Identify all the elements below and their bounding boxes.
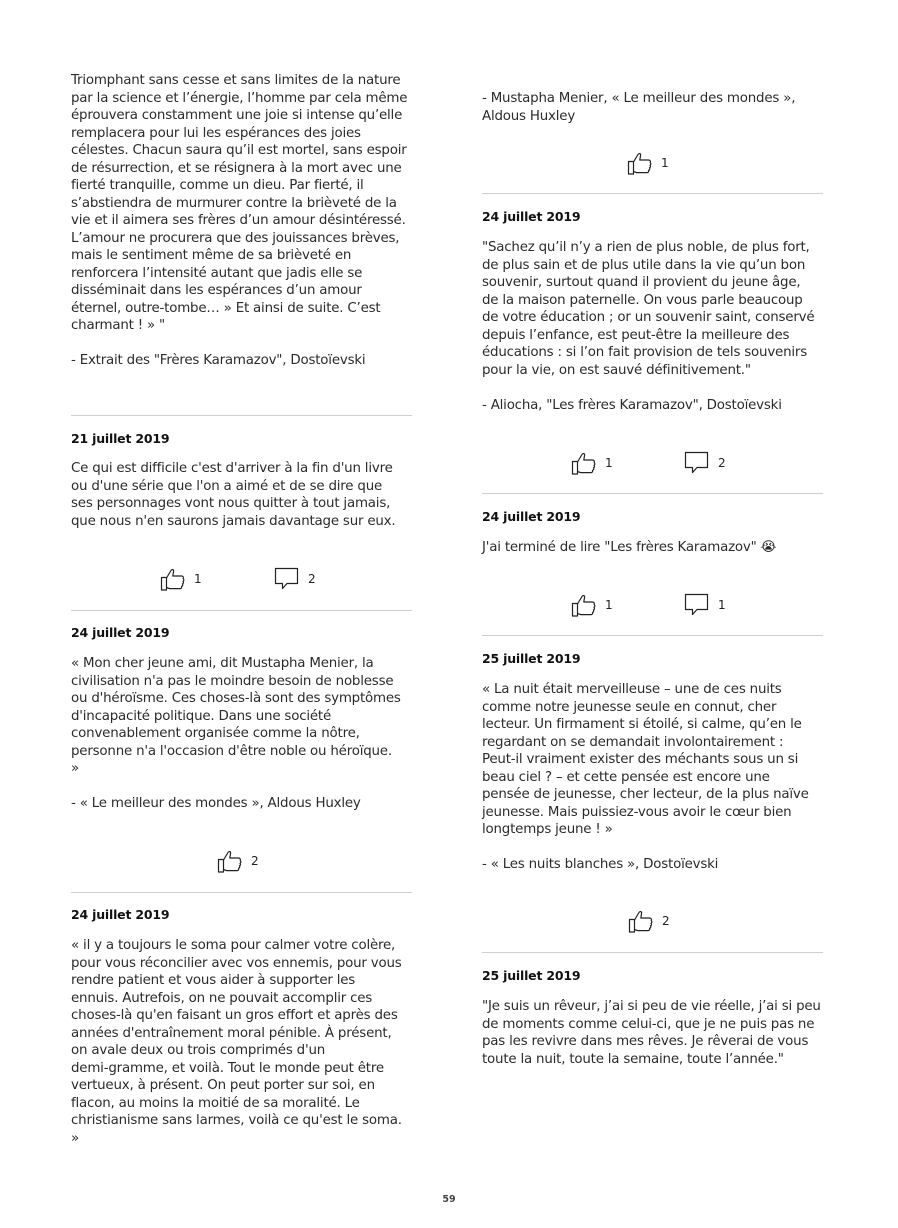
comment-count: 2 (308, 572, 316, 586)
text-line: que nous n'en saurons jamais davantage sur eux. (71, 513, 396, 529)
post-date: 25 juillet 2019 (482, 651, 581, 666)
divider (482, 193, 823, 194)
text-line: fierté tranquille, comme un dieu. Par fierté, il (71, 178, 364, 193)
intro-quote-text (71, 72, 412, 335)
text-line: ennuis. Autrefois, on ne pouvait accomplir ces (71, 990, 373, 1006)
post-source: - « Le meilleur des mondes », Aldous Huxley (71, 796, 361, 811)
page-number: 59 (442, 1194, 456, 1205)
text-line: lecteur. Un firmament si étoilé, si calme, qu’en le (482, 717, 802, 732)
text-line: - Mustapha Menier, « Le meilleur des mondes », (482, 91, 796, 106)
text-line: souvenir, surtout quand il provient du jeune âge, (482, 275, 801, 290)
text-line: longtemps jeune ! » (482, 822, 613, 837)
text-line: renforcera l’intensité autant que jadis elle se (71, 265, 363, 281)
text-line: civilisation n'a pas le moindre besoin de noblesse (71, 673, 394, 689)
text-line: mais le sentiment même de sa brièveté en (71, 248, 352, 263)
like-button[interactable] (571, 450, 613, 476)
post-date: 24 juillet 2019 (482, 509, 581, 524)
post-body (71, 937, 412, 1147)
text-line: Peut-il vraiment exister des méchants sous un si (482, 752, 799, 767)
post-date: 24 juillet 2019 (71, 625, 170, 640)
text-line: disséminait dans les espérances d’un amour (71, 283, 362, 298)
text-line: charmant ! » " (71, 318, 166, 333)
text-line: comme notre jeunesse seule en connut, cher (482, 699, 777, 715)
like-button[interactable] (628, 908, 670, 934)
comment-button[interactable] (684, 450, 726, 476)
text-line: « La nuit était merveilleuse – une de ces nuits (482, 682, 782, 697)
text-line: de la maison paternelle. On vous parle beaucoup (482, 292, 803, 308)
post-source: - Aliocha, "Les frères Karamazov", Dostoïevski (482, 398, 782, 413)
intro-source: - Extrait des "Frères Karamazov", Dostoïevski (71, 353, 366, 368)
like-count: 2 (662, 914, 670, 928)
text-line: « Mon cher jeune ami, dit Mustapha Menier, la (71, 656, 374, 671)
like-count: 2 (251, 854, 259, 868)
comment-icon (684, 450, 710, 476)
text-line: éducations : si l’on fait provision de tels souvenirs (482, 345, 807, 360)
text-line: christianisme sans larmes, voilà ce qu'est le soma. (71, 1113, 402, 1128)
post-body (482, 681, 823, 839)
like-button[interactable] (627, 150, 669, 176)
text-line: vie et il aimera ses frères d’un amour désintéressé. (71, 213, 406, 228)
post-body: J'ai terminé de lire "Les frères Karamazov" 😭 (482, 540, 777, 555)
comment-count: 2 (718, 456, 726, 470)
text-line: Aldous Huxley (482, 108, 576, 124)
like-count: 1 (605, 456, 613, 470)
text-line: rendre patient et vous aider à supporter les (71, 973, 356, 988)
text-line: célestes. Chacun saura qu’il est mortel, sans espoir (71, 143, 407, 158)
text-line: L’amour ne procurera que des jouissances brèves, (71, 230, 400, 246)
post-date: 24 juillet 2019 (482, 209, 581, 224)
text-line: ses personnages vont nous quitter à tout jamais, (71, 496, 391, 511)
post-body (482, 998, 823, 1068)
like-count: 1 (605, 598, 613, 612)
text-line: éprouvera constamment une joie si intense qu’elle (71, 108, 403, 123)
text-line: ou d'une série que l'on a aimé et de se dire que (71, 478, 383, 494)
thumbs-up-icon (160, 566, 186, 592)
post-body (71, 655, 412, 778)
text-line: flacon, au moins la moitié de sa moralité. Le (71, 1095, 360, 1111)
like-count: 1 (194, 572, 202, 586)
like-button[interactable] (160, 566, 202, 592)
text-line: d'incapacité politique. Dans une société (71, 708, 332, 724)
text-line: choses-là qu'en faisant un gros effort et après des (71, 1008, 398, 1023)
comment-button[interactable] (274, 566, 316, 592)
thumbs-up-icon (627, 150, 653, 176)
comment-button[interactable] (684, 592, 726, 618)
text-line: pour la vie, on est sauvé définitivement." (482, 362, 751, 378)
thumbs-up-icon (571, 450, 597, 476)
post-date: 24 juillet 2019 (71, 907, 170, 922)
text-line: pour vous réconcilier avec vos ennemis, pour vous (71, 955, 402, 971)
divider (482, 635, 823, 636)
text-line: éternel, outre-tombe… » Et ainsi de suite. C’est (71, 300, 381, 316)
divider (482, 952, 823, 953)
text-line: Ce qui est difficile c'est d'arriver à la fin d'un livre (71, 461, 393, 476)
text-line: pas les revivre dans mes rêves. Je rêverai de vous (482, 1034, 809, 1049)
thumbs-up-icon (217, 848, 243, 874)
text-line: jeunesse. Mais puissiez-vous avoir le cœur bien (482, 804, 792, 820)
post-date: 25 juillet 2019 (482, 968, 581, 983)
comment-count: 1 (718, 598, 726, 612)
post-date: 21 juillet 2019 (71, 431, 170, 446)
text-line: on avale deux ou trois comprimés d'un (71, 1043, 326, 1058)
text-line: pensée de jeunesse, cher lecteur, de la plus naïve (482, 787, 809, 802)
text-line: Triomphant sans cesse et sans limites de la nature (71, 73, 401, 88)
like-button[interactable] (217, 848, 259, 874)
text-line: remplacera pour lui les espérances des joies (71, 125, 361, 141)
text-line: s’abstiendra de murmurer contre la brièveté de la (71, 195, 397, 211)
text-line: de plus sain et de plus utile dans la vie qu’un bon (482, 257, 806, 273)
divider (71, 610, 412, 611)
text-line: personne n'a l'occasion d'être noble ou héroïque. (71, 743, 392, 759)
text-line: de résurrection, et se résignera à la mort avec une (71, 160, 402, 176)
text-line: par la science et l’énergie, l’homme par cela même (71, 90, 408, 106)
divider (71, 892, 412, 893)
text-line: convenablement organisée comme la nôtre, (71, 726, 360, 741)
text-line: toute la nuit, toute la semaine, toute l’année." (482, 1051, 784, 1067)
like-count: 1 (661, 156, 669, 170)
text-line: » (71, 761, 79, 776)
text-line: » (71, 1130, 79, 1146)
post-source-continued (482, 90, 823, 125)
comment-icon (684, 592, 710, 618)
post-body (482, 239, 823, 379)
divider (71, 415, 412, 416)
text-line: depuis l’enfance, est peut-être la meilleure des (482, 327, 790, 343)
text-line: de moments comme celui-ci, que je ne puis pas ne (482, 1016, 815, 1032)
comment-icon (274, 566, 300, 592)
text-line: années d'entraînement moral pénible. À présent, (71, 1025, 392, 1041)
text-line: "Sachez qu’il n’y a rien de plus noble, de plus fort, (482, 240, 810, 255)
like-button[interactable] (571, 592, 613, 618)
text-line: vertueux, à présent. On peut porter sur soi, en (71, 1078, 375, 1093)
thumbs-up-icon (628, 908, 654, 934)
divider (482, 493, 823, 494)
text-line: demi-gramme, et voilà. Tout le monde peut être (71, 1060, 384, 1076)
thumbs-up-icon (571, 592, 597, 618)
text-line: "Je suis un rêveur, j’ai si peu de vie réelle, j’ai si peu (482, 999, 821, 1014)
intro-quote (71, 72, 412, 335)
post-body (71, 460, 412, 530)
text-line: beau ciel ? – et cette pensée est encore une (482, 769, 770, 785)
text-line: ou d'héroïsme. Ces choses-là sont des symptômes (71, 691, 401, 706)
text-line: « il y a toujours le soma pour calmer votre colère, (71, 938, 396, 953)
post-source: - « Les nuits blanches », Dostoïevski (482, 857, 719, 872)
text-line: de votre éducation ; or un souvenir saint, conservé (482, 310, 815, 325)
text-line: regardant on se demandait involontairement : (482, 734, 784, 750)
